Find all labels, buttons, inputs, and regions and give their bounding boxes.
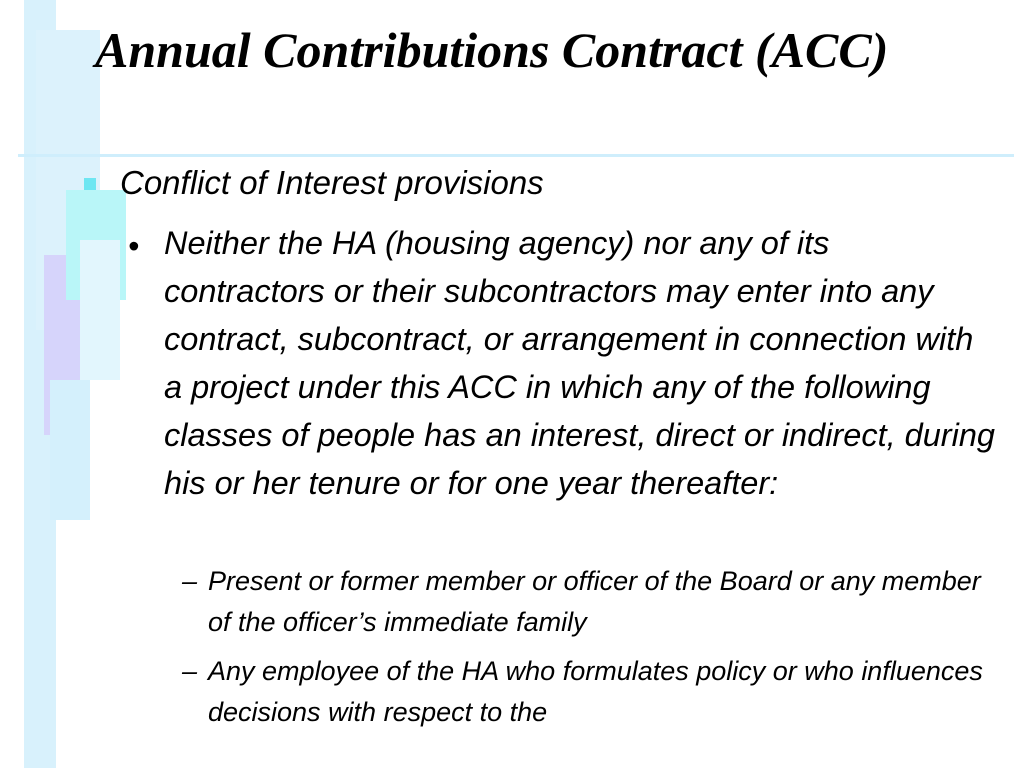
square-bullet-icon — [84, 178, 96, 190]
decor-block-mid — [50, 380, 90, 520]
bullet-level3-dash-icon: – — [182, 656, 198, 686]
bullet-level3-item: Present or former member or officer of the Board or any member of the officer’s immediate family — [208, 566, 981, 637]
decor-block-right — [80, 240, 120, 380]
bullet-level3-dash-icon: – — [182, 566, 198, 596]
bullet-level3-item: Any employee of the HA who formulates policy or who influences decisions with respect to the — [208, 656, 983, 727]
bullet-level2-dot-icon: • — [128, 228, 140, 264]
title-divider — [18, 154, 1014, 157]
slide-title: Annual Contributions Contract (ACC) — [95, 22, 889, 78]
bullet-level2: Neither the HA (housing agency) nor any of its contractors or their subcontractors may enter into any contract, subcontract, or arrangement in connection with a project under this ACC in which any of the following classes of people has an interest, direct or indirect, during his or her tenure or for one year thereafter: — [164, 225, 996, 501]
bullet-level1: Conflict of Interest provisions — [120, 164, 544, 201]
